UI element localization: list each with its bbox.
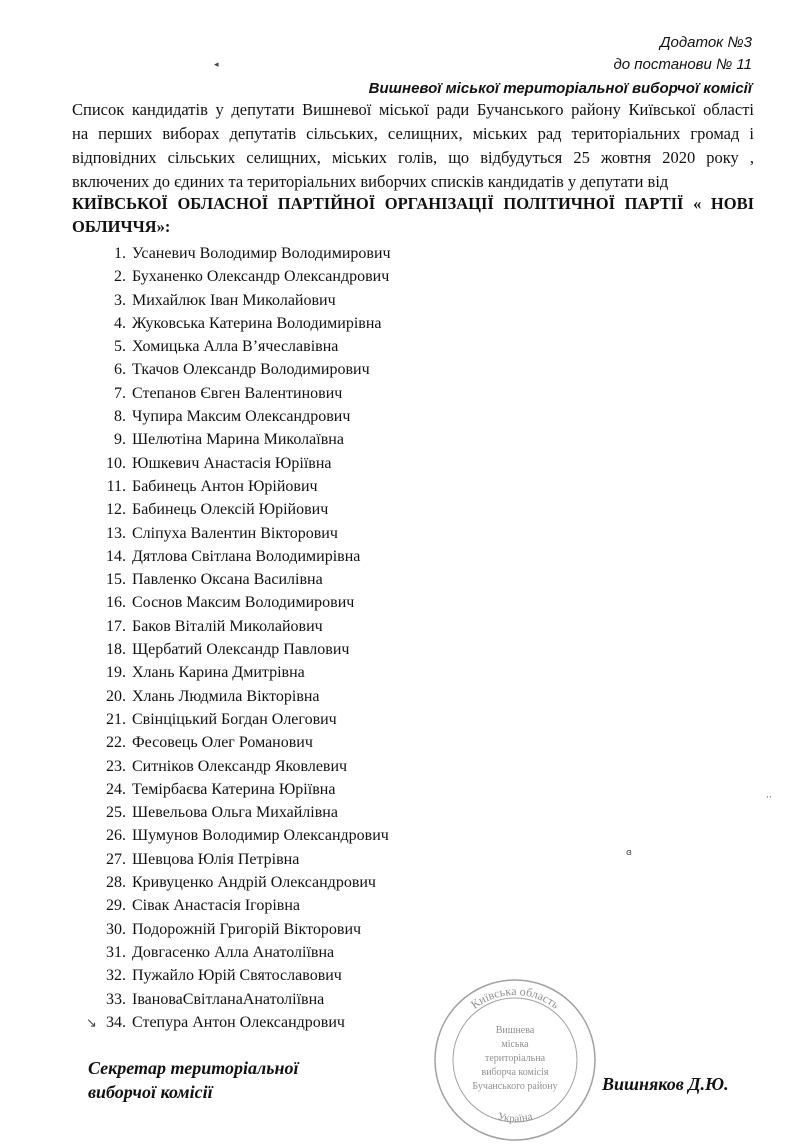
candidate-name: Довгасенко Алла Анатоліївна [132, 943, 335, 961]
candidate-number: 1. [114, 245, 126, 262]
scan-speck: ↘ [86, 1016, 97, 1031]
candidate-item [98, 848, 391, 871]
candidate-number: 16. [106, 594, 126, 612]
scan-speck: ·· [766, 793, 772, 803]
candidate-item [98, 964, 391, 987]
candidate-list [98, 242, 391, 1034]
candidate-number: 25. [106, 804, 126, 822]
official-stamp [430, 975, 600, 1145]
stamp-center-line: територіальна [484, 1053, 546, 1064]
candidate-number: 26. [106, 827, 126, 845]
candidate-number: 30. [106, 920, 126, 938]
candidate-number: 31. [106, 943, 126, 961]
candidate-name: Кривуценко Андрій Олександрович [132, 874, 376, 892]
annex-number: Додаток №3 [659, 34, 752, 51]
candidate-item [98, 568, 391, 591]
candidate-item [98, 498, 391, 521]
candidate-item [98, 242, 391, 265]
signature-name: Вишняков Д.Ю. [602, 1074, 729, 1094]
stamp-center-line: Бучанського району [472, 1081, 558, 1092]
resolution-reference: до постанови № 11 [613, 56, 752, 73]
stamp-center-line: виборча комісія [481, 1067, 549, 1078]
candidate-name: Хлань Карина Дмитрівна [132, 664, 305, 682]
party-name-line: КИЇВСЬКОЇ ОБЛАСНОЇ ПАРТІЙНОЇ ОРГАНІЗАЦІЇ ПОЛІТИЧНОЇ ПАРТІЇ « НОВІ [72, 194, 754, 213]
candidate-name: Бабинець Олексій Юрійович [132, 501, 329, 519]
candidate-item [98, 755, 391, 778]
candidate-number: 3. [114, 291, 126, 309]
candidate-name: Свінцiцький Богдан Олегович [132, 710, 337, 728]
candidate-item [98, 894, 391, 917]
candidate-item [98, 452, 391, 475]
candidate-item [98, 545, 391, 568]
candidate-item [98, 312, 391, 335]
candidate-item [98, 405, 391, 428]
candidate-name: Степура Антон Олександрович [132, 1013, 345, 1031]
candidate-name: Фесовець Олег Романович [132, 734, 313, 752]
candidate-name: Соснов Максим Володимирович [132, 594, 355, 612]
candidate-name: Усаневич Володимир Володимирович [132, 245, 391, 262]
candidate-name: Бабинець Антон Юрійович [132, 477, 318, 495]
candidate-item [98, 801, 391, 824]
candidate-number: 33. [106, 990, 126, 1008]
candidate-number: 10. [106, 454, 126, 472]
party-name [72, 192, 754, 238]
intro-paragraph [72, 98, 754, 194]
candidate-number: 12. [106, 501, 126, 519]
candidate-name: Жуковська Катерина Володимирівна [132, 314, 382, 332]
stamp-center-line: Вишнева [495, 1025, 535, 1036]
candidate-number: 8. [114, 408, 126, 426]
candidate-item [98, 941, 391, 964]
candidate-name: Шевцова Юлія Петрівна [132, 850, 300, 868]
stamp-bottom-text: Україна [496, 1110, 534, 1125]
candidate-name: Михайлюк Іван Миколайович [132, 291, 336, 309]
candidate-number: 18. [106, 641, 126, 659]
candidate-item [98, 591, 391, 614]
candidate-number: 11. [106, 477, 126, 495]
secretary-title-line: виборчої комісії [88, 1082, 213, 1102]
candidate-name: Степанов Євген Валентинович [132, 384, 343, 402]
candidate-number: 23. [106, 757, 126, 775]
candidate-item [98, 661, 391, 684]
candidate-name: Ситніков Олександр Яковлевич [132, 757, 348, 775]
candidate-name: Сівак Анастасія Ігорівна [132, 897, 301, 915]
candidate-number: 5. [114, 338, 126, 356]
candidate-number: 19. [106, 664, 126, 682]
candidate-number: 2. [114, 268, 126, 286]
candidate-number: 28. [106, 874, 126, 892]
candidate-item [98, 335, 391, 358]
candidate-item [98, 778, 391, 801]
stamp-center-line: міська [501, 1039, 529, 1050]
candidate-item [98, 615, 391, 638]
candidate-name: Ткачов Олександр Володимирович [132, 361, 370, 379]
candidate-number: 9. [114, 431, 126, 449]
intro-line: включених до єдиних та територіальних виборчих списків кандидатів у депутати від [72, 172, 669, 191]
candidate-name: Юшкевич Анастасія Юріївна [132, 454, 332, 472]
candidate-name: Буханенко Олександр Олександрович [132, 268, 390, 286]
candidate-name: Хлань Людмила Вікторівна [132, 687, 320, 705]
candidate-item [98, 1011, 391, 1034]
candidate-number: 15. [106, 571, 126, 589]
candidate-item [98, 382, 391, 405]
candidate-item [98, 638, 391, 661]
candidate-number: 4. [114, 314, 126, 332]
candidate-number: 6. [114, 361, 126, 379]
candidate-number: 24. [106, 780, 126, 798]
candidate-item [98, 475, 391, 498]
commission-name: Вишневої міської територіальної виборчої комісії [368, 80, 752, 97]
candidate-number: 21. [106, 710, 126, 728]
candidate-name: ІвановаСвітланаАнатоліївна [132, 990, 325, 1008]
candidate-name: Баков Віталій Миколайович [132, 617, 323, 635]
candidate-item [98, 265, 391, 288]
candidate-name: Павленко Оксана Василівна [132, 571, 323, 589]
secretary-title-line: Секретар територіальної [88, 1058, 299, 1078]
candidate-name: Шевельова Ольга Михайлівна [132, 804, 338, 822]
candidate-item [98, 871, 391, 894]
candidate-number: 34. [106, 1013, 126, 1031]
candidate-number: 20. [106, 687, 126, 705]
intro-line: на перших виборах депутатів сільських, селищних, міських рад територіальних громад і [72, 124, 754, 143]
candidate-name: Пужайло Юрій Святославович [132, 967, 342, 985]
candidate-name: Дятлова Світлана Володимирівна [132, 547, 361, 565]
candidate-number: 32. [106, 967, 126, 985]
candidate-name: Темірбаєва Катерина Юріївна [132, 780, 336, 798]
candidate-item [98, 358, 391, 381]
candidate-number: 29. [106, 897, 126, 915]
intro-line: Список кандидатів у депутати Вишневої міської ради Бучанського району Київської області [72, 100, 754, 119]
candidate-number: 17. [106, 617, 126, 635]
candidate-item [98, 685, 391, 708]
candidate-item [98, 289, 391, 312]
candidate-name: Щербатий Олександр Павлович [132, 641, 350, 659]
scan-speck: ◂ [214, 60, 219, 70]
candidate-number: 13. [106, 524, 126, 542]
candidate-name: Шумунов Володимир Олександрович [132, 827, 389, 845]
candidate-name: Сліпуха Валентин Вікторович [132, 524, 338, 542]
party-name-line: ОБЛИЧЧЯ»: [72, 217, 171, 236]
intro-line: відповідних сільських селищних, міських голів, що відбудуться 25 жовтня 2020 року , [72, 148, 754, 167]
candidate-name: Подорожній Григорій Вікторович [132, 920, 362, 938]
candidate-name: Хомицька Алла В’ячеславівна [132, 338, 339, 356]
candidate-item [98, 824, 391, 847]
candidate-number: 7. [114, 384, 126, 402]
candidate-item [98, 522, 391, 545]
scan-speck: ɞ [626, 848, 632, 858]
candidate-number: 22. [106, 734, 126, 752]
secretary-title [88, 1056, 298, 1104]
candidate-number: 27. [106, 850, 126, 868]
candidate-name: Чупира Максим Олександрович [132, 408, 351, 426]
candidate-item [98, 731, 391, 754]
candidate-item [98, 988, 391, 1011]
candidate-item [98, 918, 391, 941]
candidate-item [98, 708, 391, 731]
candidate-item [98, 428, 391, 451]
candidate-number: 14. [106, 547, 126, 565]
stamp-ring-text: Київська область [468, 983, 563, 1012]
candidate-name: Шелютіна Марина Миколаївна [132, 431, 344, 449]
